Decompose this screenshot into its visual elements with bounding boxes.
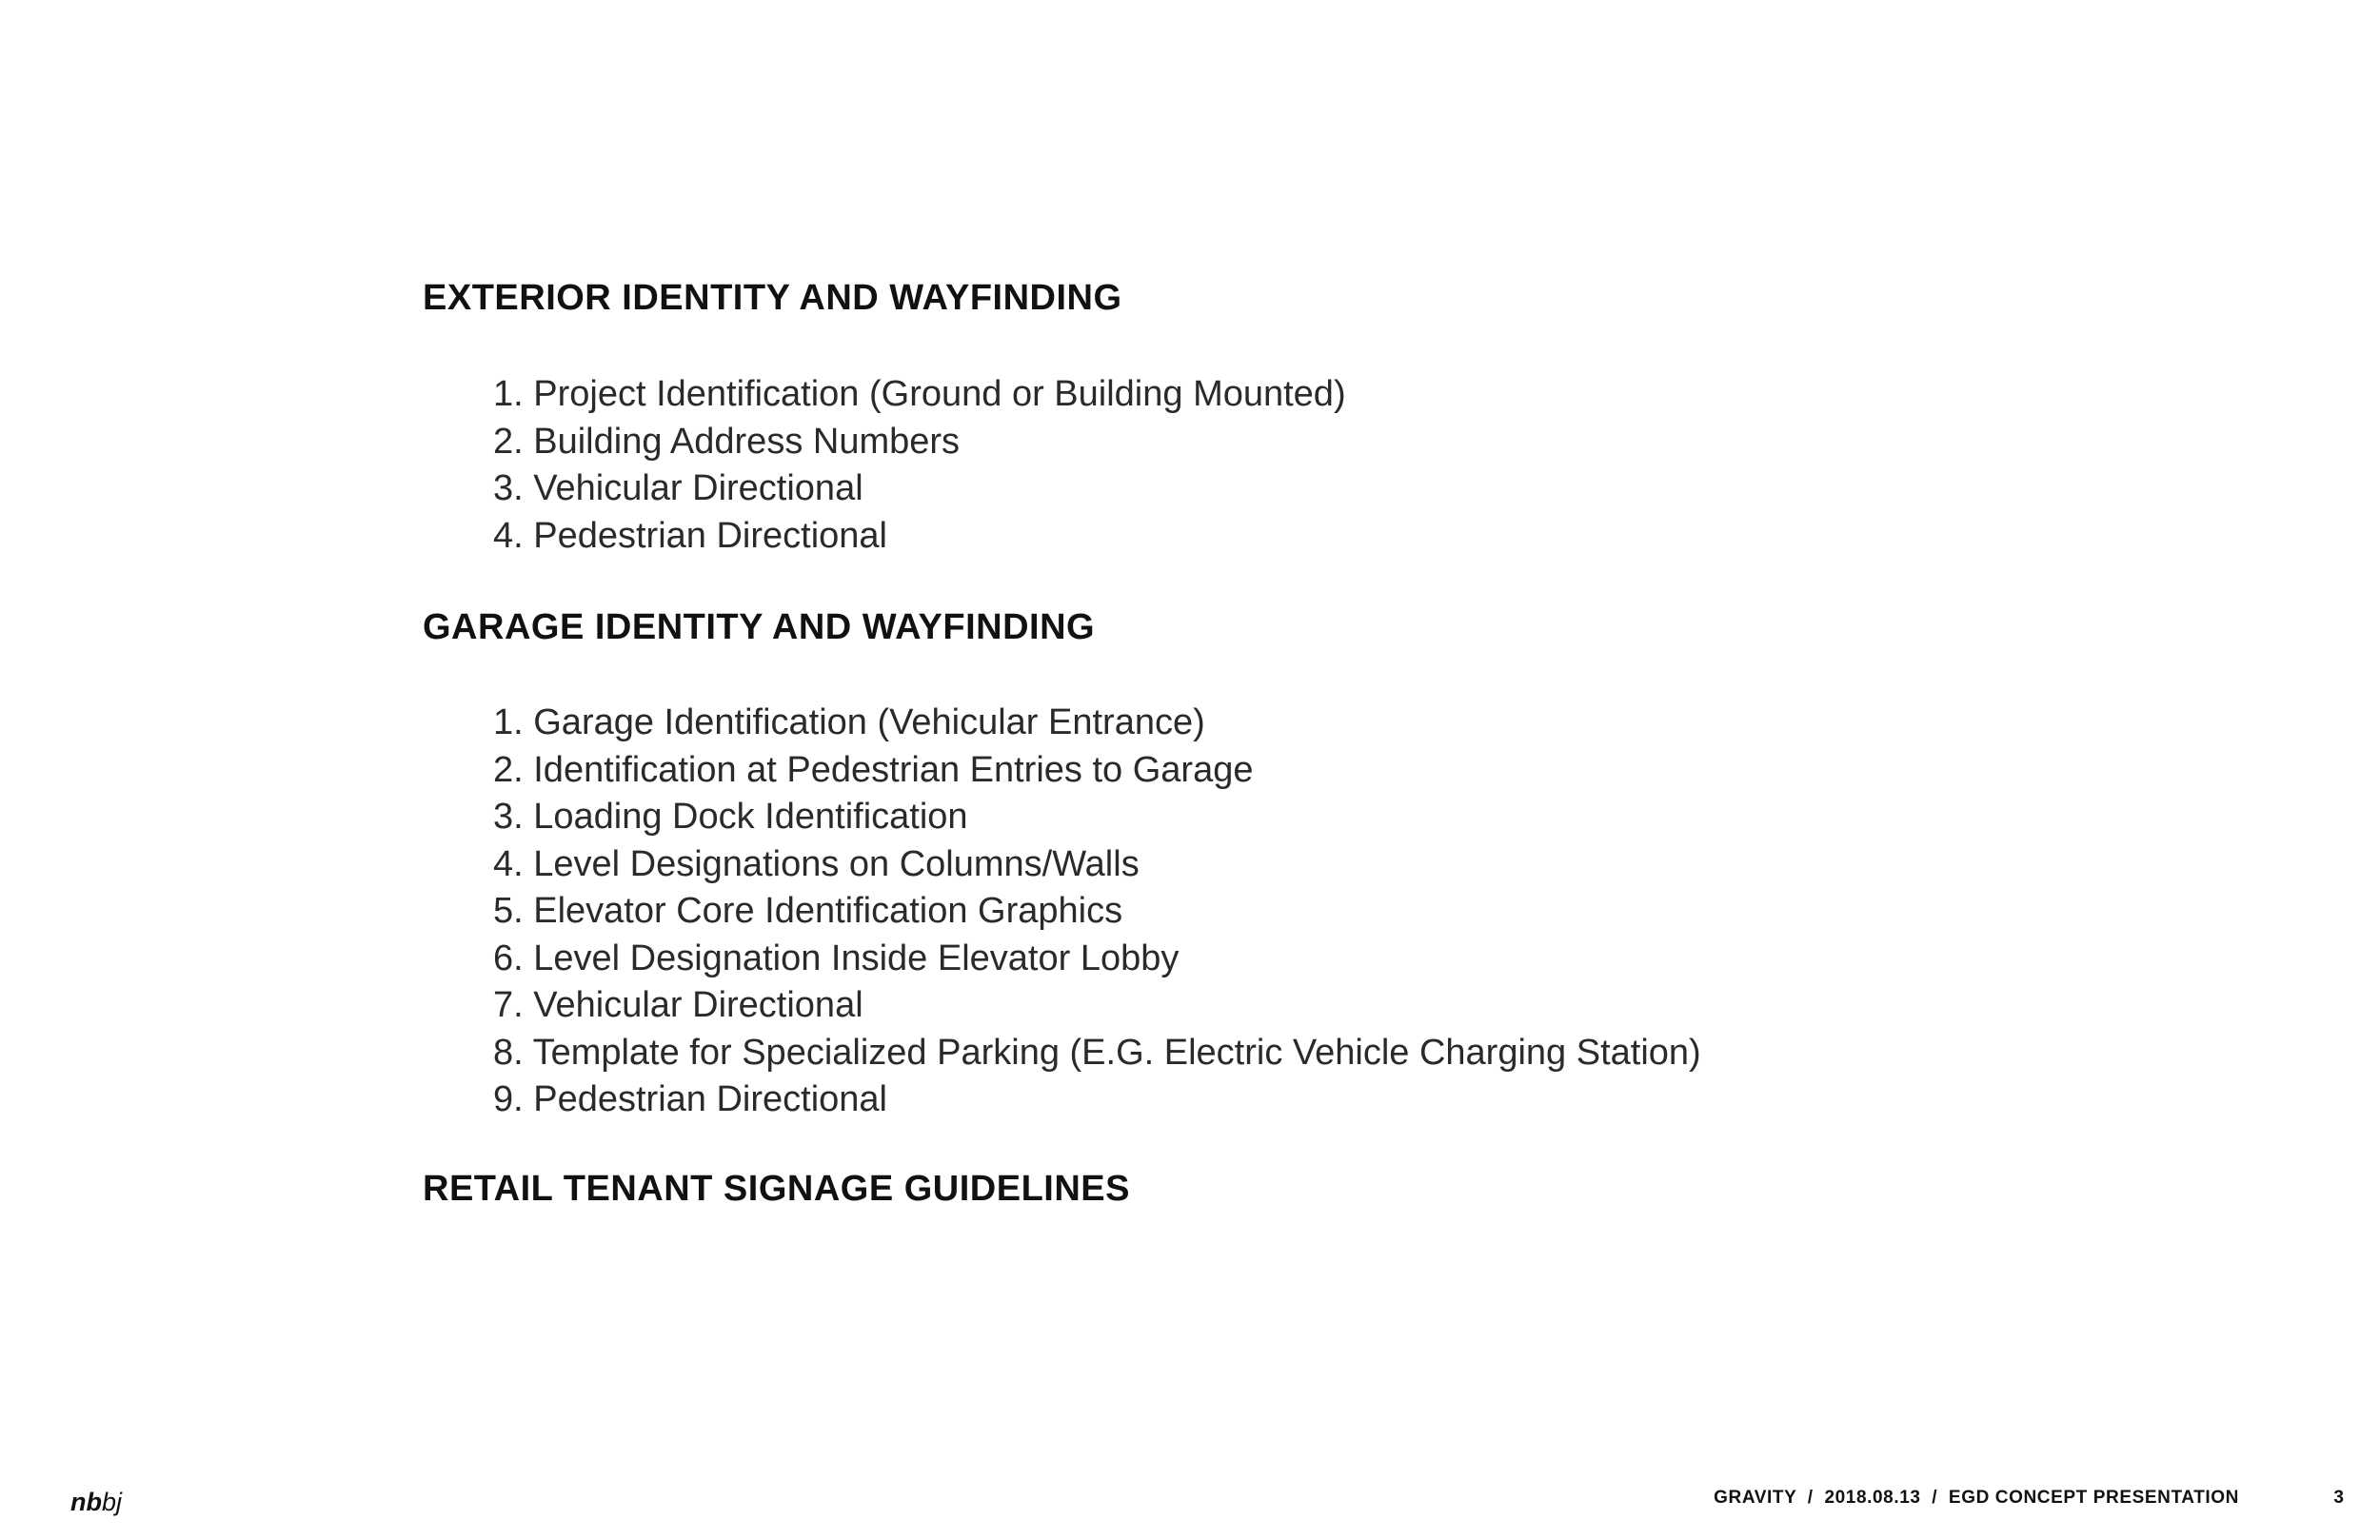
list-item: 2. Identification at Pedestrian Entries to Garage bbox=[493, 749, 1254, 790]
list-item: 8. Template for Specialized Parking (E.G. Electric Vehicle Charging Station) bbox=[493, 1032, 1701, 1073]
list-item: 5. Elevator Core Identification Graphics bbox=[493, 891, 1123, 931]
list-item: 3. Vehicular Directional bbox=[493, 468, 863, 508]
section-heading-retail: RETAIL TENANT SIGNAGE GUIDELINES bbox=[423, 1169, 1130, 1209]
list-item: 9. Pedestrian Directional bbox=[493, 1079, 887, 1119]
exterior-items-list bbox=[493, 371, 1346, 560]
garage-items-list bbox=[493, 700, 1701, 1124]
page-number: 3 bbox=[2333, 1488, 2344, 1508]
list-item: 7. Vehicular Directional bbox=[493, 985, 863, 1025]
section-heading-garage: GARAGE IDENTITY AND WAYFINDING bbox=[423, 607, 1096, 647]
section-heading-exterior: EXTERIOR IDENTITY AND WAYFINDING bbox=[423, 278, 1122, 318]
list-item: 3. Loading Dock Identification bbox=[493, 797, 968, 837]
footer-meta: GRAVITY / 2018.08.13 / EGD CONCEPT PRESENTATION bbox=[1714, 1488, 2239, 1508]
nbbj-logo bbox=[70, 1488, 122, 1517]
logo-bold-text: nb bbox=[70, 1488, 102, 1516]
list-item: 6. Level Designation Inside Elevator Lobby bbox=[493, 938, 1180, 978]
list-item: 2. Building Address Numbers bbox=[493, 421, 961, 462]
list-item: 1. Garage Identification (Vehicular Entrance) bbox=[493, 702, 1205, 742]
logo-light-text: bj bbox=[102, 1488, 123, 1516]
list-item: 1. Project Identification (Ground or Building Mounted) bbox=[493, 374, 1346, 414]
list-item: 4. Level Designations on Columns/Walls bbox=[493, 843, 1140, 884]
list-item: 4. Pedestrian Directional bbox=[493, 515, 887, 556]
